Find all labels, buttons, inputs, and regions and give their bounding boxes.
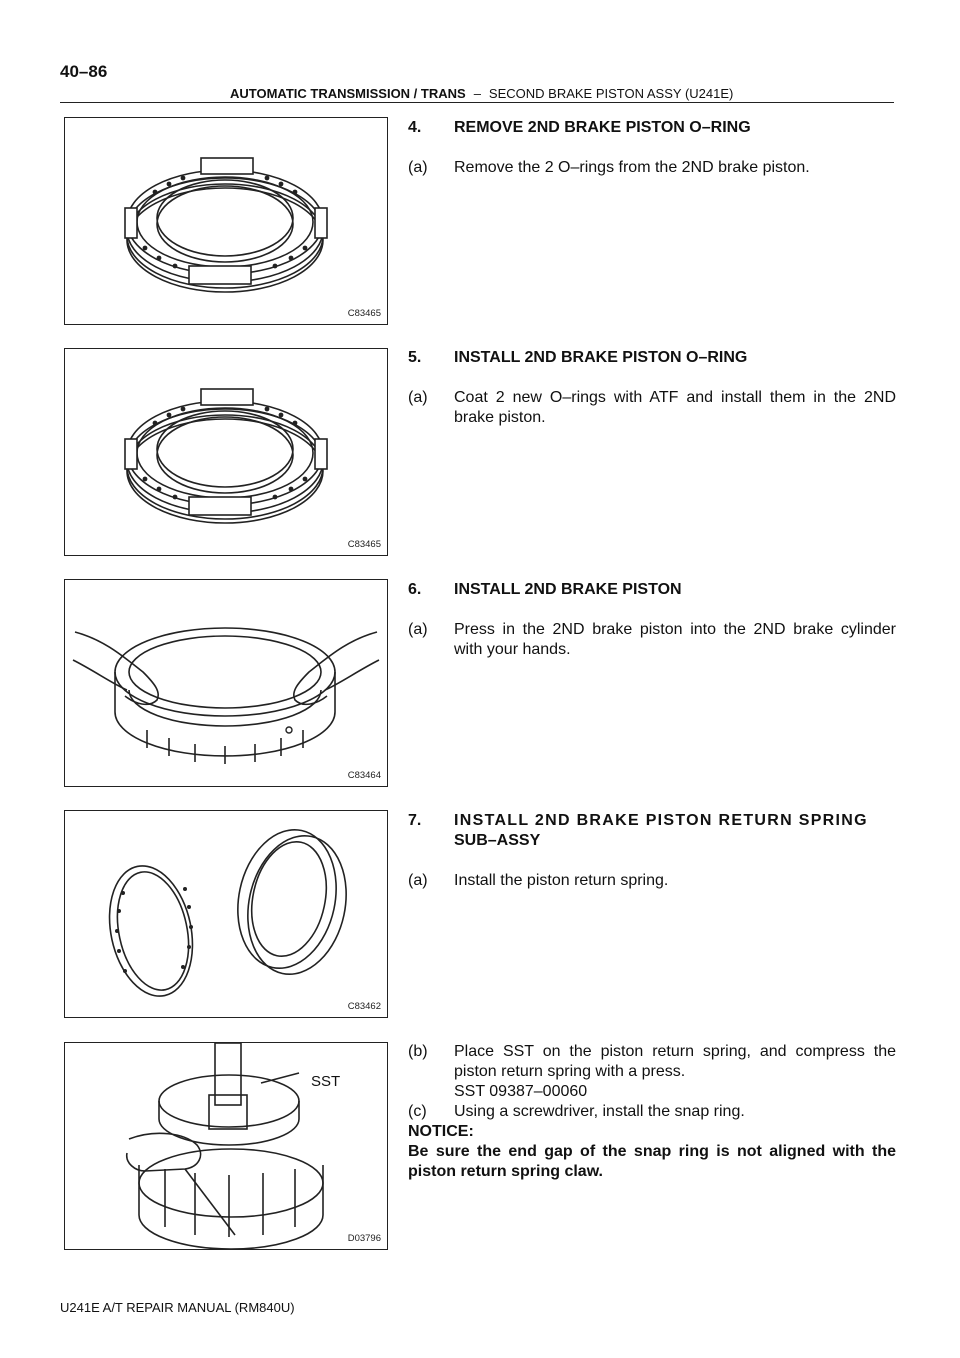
figure-code: D03796 [347, 1233, 381, 1244]
figure-code: C83464 [347, 770, 381, 781]
piston-illustration [65, 118, 387, 324]
step-5 [408, 348, 896, 428]
step-title: 5. INSTALL 2ND BRAKE PISTON O–RING [408, 349, 748, 366]
step-title: 6. INSTALL 2ND BRAKE PISTON [408, 581, 682, 598]
sst-callout-label: SST [311, 1073, 341, 1090]
notice-text-line1: Be sure the end gap of the snap ring is not aligned with the [408, 1143, 896, 1160]
step-sub-a: (a) Press in the 2ND brake piston into the 2ND brake cylinder with your hands. [408, 621, 896, 658]
header-topic: SECOND BRAKE PISTON ASSY (U241E) [488, 86, 734, 101]
step-sub-c: (c) Using a screwdriver, install the snap ring. [408, 1103, 745, 1120]
page-header [230, 86, 733, 101]
header-dash: – [473, 86, 481, 101]
step-sub-a: (a) Coat 2 new O–rings with ATF and install them in the 2ND brake piston. [408, 389, 896, 426]
step-4 [408, 118, 896, 178]
figure-piston-orings-removed [64, 117, 388, 325]
hands-pressing-illustration [65, 580, 387, 786]
step-title: 7. INSTALL 2ND BRAKE PISTON RETURN SPRING SUB–ASSY [408, 812, 868, 849]
step-6 [408, 580, 896, 660]
figure-sst-compress [64, 1042, 388, 1250]
figure-code: C83465 [347, 308, 381, 319]
header-rule [60, 102, 894, 103]
page-number: 40–86 [60, 62, 108, 81]
step-7-continued [408, 1042, 896, 1182]
return-spring-illustration [65, 811, 387, 1017]
header-section: AUTOMATIC TRANSMISSION / TRANS [230, 86, 466, 101]
figure-code: C83465 [347, 539, 381, 550]
step-7 [408, 811, 896, 891]
sst-part-number: SST 09387–00060 [454, 1083, 588, 1100]
notice-label: NOTICE: [408, 1123, 474, 1140]
figure-press-piston-by-hand [64, 579, 388, 787]
step-sub-b: (b) Place SST on the piston return spring, and compress the piston return spring with a press. SST 09387–00060 [408, 1043, 896, 1100]
piston-illustration [65, 349, 387, 555]
figure-code: C83462 [347, 1001, 381, 1012]
figure-return-spring [64, 810, 388, 1018]
step-sub-a: (a) Remove the 2 O–rings from the 2ND brake piston. [408, 159, 810, 176]
step-sub-a: (a) Install the piston return spring. [408, 872, 669, 889]
step-title: 4. REMOVE 2ND BRAKE PISTON O–RING [408, 119, 751, 136]
page-footer: U241E A/T REPAIR MANUAL (RM840U) [60, 1300, 295, 1315]
notice-text-line2: piston return spring claw. [408, 1163, 603, 1180]
figure-piston-orings-installed [64, 348, 388, 556]
